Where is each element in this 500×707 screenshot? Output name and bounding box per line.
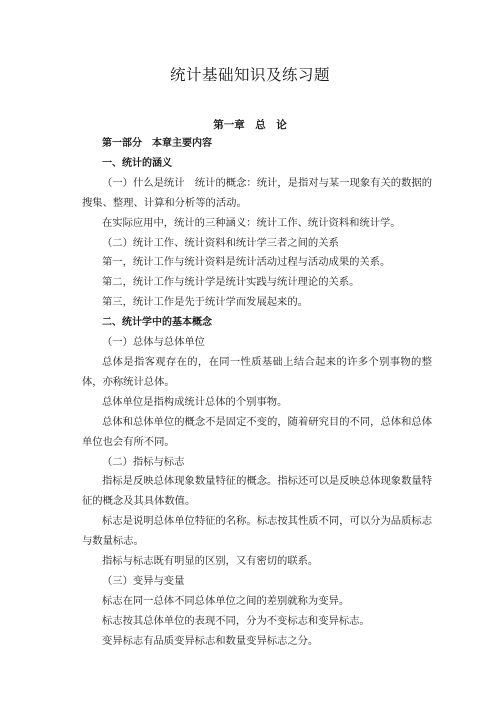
paragraph: 总体单位是指构成统计总体的个别事物。	[102, 395, 288, 408]
document-title: 统计基础知识及练习题	[169, 66, 330, 84]
document-body	[82, 134, 432, 652]
paragraph: 标志在同一总体不同总体单位之间的差别就称为变异。	[102, 594, 350, 607]
section-heading: 一、统计的涵义	[102, 157, 172, 169]
paragraph: 总体是指客观存在的，在同一性质基础上结合起来的许多个别事物的整体，亦称统计总体。	[82, 355, 432, 388]
paragraph: （一）总体与总体单位	[102, 336, 205, 349]
section-heading: 二、统计学中的基本概念	[102, 317, 212, 329]
paragraph: 在实际应用中，统计的三种涵义：统计工作、统计资料和统计学。	[102, 216, 401, 229]
paragraph: 指标是反映总体现象数量特征的概念。指标还可以是反映总体现象数量特征的概念及其具体数值。	[82, 475, 432, 508]
paragraph: 总体和总体单位的概念不是固定不变的，随着研究目的不同，总体和总体单位也会有所不同。	[82, 415, 432, 448]
section-heading: 第一部分 本章主要内容	[102, 138, 212, 149]
paragraph: （三）变异与变量	[102, 574, 185, 587]
paragraph: （二）统计工作、统计资料和统计学三者之间的关系	[102, 236, 339, 249]
paragraph: （二）指标与标志	[102, 455, 185, 468]
chapter-heading: 第一章 总 论	[213, 119, 287, 131]
paragraph: 标志是说明总体单位特征的名称。标志按其性质不同，可以分为品质标志与数量标志。	[82, 515, 432, 548]
paragraph: 标志按其总体单位的表现不同，分为不变标志和变异标志。	[102, 614, 370, 627]
paragraph: 第三，统计工作是先于统计学而发展起来的。	[102, 296, 308, 309]
paragraph: 变异标志有品质变异标志和数量变异标志之分。	[102, 634, 319, 647]
paragraph: 指标与标志既有明显的区别，又有密切的联系。	[102, 555, 319, 568]
paragraph: 第一，统计工作与统计资料是统计活动过程与活动成果的关系。	[102, 256, 391, 269]
paragraph: （一）什么是统计 统计的概念：统计，是指对与某一现象有关的数据的搜集、整理、计算和分析等的活动。	[82, 176, 432, 209]
paragraph: 第二，统计工作与统计学是统计实践与统计理论的关系。	[102, 276, 360, 289]
